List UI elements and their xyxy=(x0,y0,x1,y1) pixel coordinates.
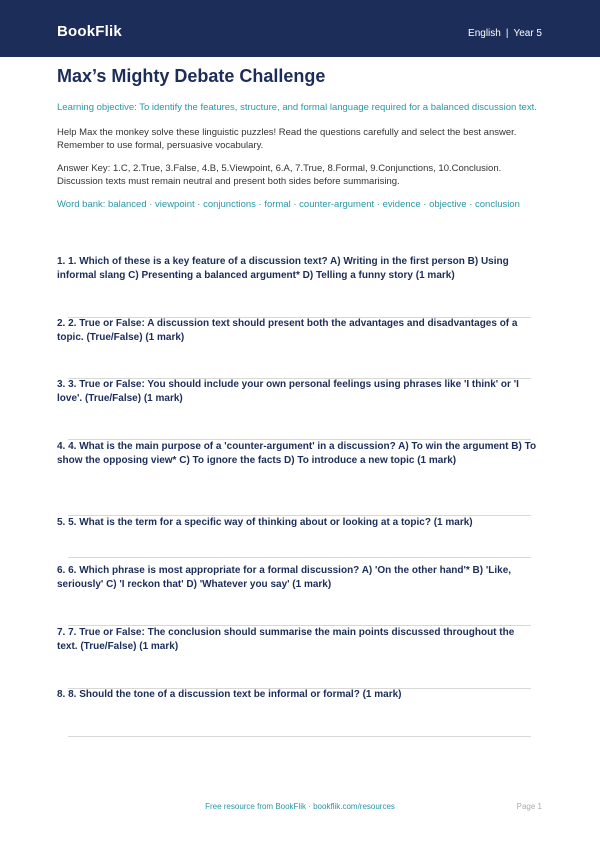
page-header xyxy=(0,0,600,57)
year-label: Year 5 xyxy=(513,28,542,39)
instructions: Help Max the monkey solve these linguistic puzzles! Read the questions carefully and select the best answer. Remember to use formal, persuasive vocabulary. xyxy=(57,127,517,151)
question-3: 3. 3. True or False: You should include your own personal feelings using phrases like 'I think' or 'I love'. (True/False) (1 mark) xyxy=(57,379,519,404)
intro-section xyxy=(57,64,543,211)
page-number: Page 1 xyxy=(516,802,542,811)
word-bank: Word bank: balanced · viewpoint · conjunctions · formal · counter-argument · evidence · objective · conclusion xyxy=(57,199,520,210)
subject-label: English xyxy=(468,28,501,39)
question-2: 2. 2. True or False: A discussion text should present both the advantages and disadvantages of a topic. (True/False) (1 mark) xyxy=(57,318,518,343)
footer-resource[interactable]: Free resource from BookFlik · bookflik.com/resources xyxy=(205,802,395,811)
answer-key: Answer Key: 1.C, 2.True, 3.False, 4.B, 5.Viewpoint, 6.A, 7.True, 8.Formal, 9.Conjunctions, 10.Conclusion. Discussion texts must remain neutral and present both sides before summarising. xyxy=(57,163,502,187)
meta-separator: | xyxy=(505,28,509,39)
brand-logo[interactable]: BookFlik xyxy=(57,23,122,40)
page-title: Max’s Mighty Debate Challenge xyxy=(57,66,326,86)
header-meta xyxy=(468,28,542,39)
question-5: 5. 5. What is the term for a specific way of thinking about or looking at a topic? (1 mark) xyxy=(57,517,473,528)
question-4: 4. 4. What is the main purpose of a 'counter-argument' in a discussion? A) To win the argument B) To show the opposing view* C) To ignore the facts D) To introduce a new topic (1 mark) xyxy=(57,441,537,466)
question-1: 1. 1. Which of these is a key feature of a discussion text? A) Writing in the first person B) Using informal slang C) Presenting a balanced argument* D) Telling a funny story (1 mark) xyxy=(57,256,509,281)
answer-line-8 xyxy=(68,736,531,737)
question-7: 7. 7. True or False: The conclusion should summarise the main points discussed throughout the text. (True/False) (1 mark) xyxy=(57,627,515,652)
question-6: 6. 6. Which phrase is most appropriate for a formal discussion? A) 'On the other hand'* B) 'Like, seriously' C) 'I reckon that' D) 'Whatever you say' (1 mark) xyxy=(57,565,512,590)
learning-objective: Learning objective: To identify the features, structure, and formal language required for a balanced discussion text. xyxy=(57,102,537,113)
question-8: 8. 8. Should the tone of a discussion text be informal or formal? (1 mark) xyxy=(57,689,402,700)
answer-line-5 xyxy=(68,557,531,558)
